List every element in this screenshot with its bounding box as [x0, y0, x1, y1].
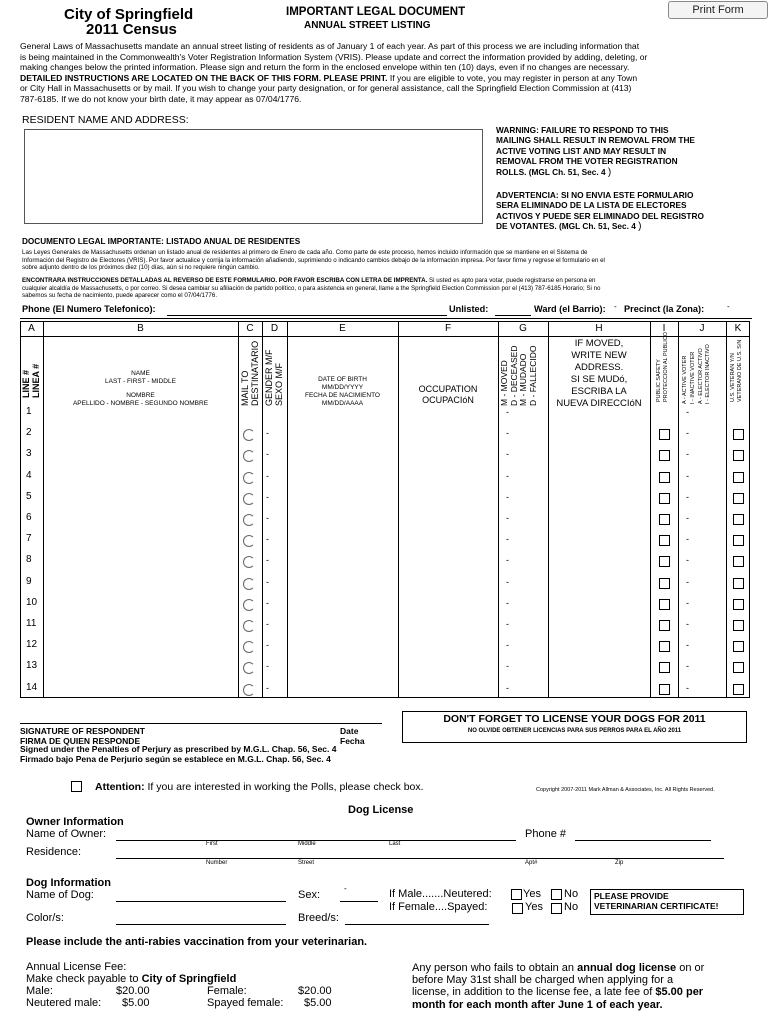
dog-reminder-box [402, 711, 747, 743]
neutered-label: Neutered male: [26, 997, 102, 1009]
neutered-yes-checkbox[interactable] [511, 889, 522, 900]
unlisted-label: Unlisted: [449, 304, 489, 314]
vet-line: VETERINARIAN CERTIFICATE! [594, 901, 719, 911]
col-sep [238, 321, 239, 698]
gender-value: - [266, 534, 269, 544]
header-text: M - MUDADO [518, 353, 529, 406]
veteran-checkbox[interactable] [733, 578, 744, 589]
voter-status-value: - [686, 428, 689, 438]
unlisted-field[interactable] [495, 315, 531, 316]
header-text: NOMBRE [126, 392, 155, 399]
advertencia-paren: ) [638, 221, 642, 233]
mail-to-radio[interactable] [243, 429, 255, 441]
instructions-bold: DETAILED INSTRUCTIONS ARE LOCATED ON THE BACK OF THIS FORM. PLEASE PRINT. [20, 72, 388, 83]
public-safety-checkbox[interactable] [659, 514, 670, 525]
gender-value: - [266, 428, 269, 438]
table-divider [20, 336, 750, 337]
sex-value: - [344, 884, 347, 893]
intro-line: is being maintained in the Commonwealth's Voter Registration Information System (VRIS). Please update and correct the information provided by adding, deleting, or [20, 51, 648, 62]
public-safety-checkbox[interactable] [659, 535, 670, 546]
header-text: I - INACTIVE VOTER [689, 351, 696, 404]
col-letter-a: A [28, 323, 35, 334]
if-male-label: If Male.......Neutered: [389, 888, 492, 900]
intro-line: or City Hall in Massachusetts or by mail. If you wish to change your party designation, or for general assistance, call the Springfield Election Commission at (413) [20, 83, 632, 94]
sex-label: Sex: [298, 889, 321, 901]
status-value: - [506, 449, 509, 459]
header-text: PROTECCION AL PUBLICO [663, 331, 669, 402]
col-letter-i: I [662, 323, 666, 334]
status-value: - [506, 577, 509, 587]
header-text: ESCRIBA LA [571, 386, 627, 397]
moved-deceased-header [500, 346, 538, 406]
veteran-checkbox[interactable] [733, 429, 744, 440]
voter-status-value: - [686, 598, 689, 608]
gender-value: - [266, 449, 269, 459]
mail-to-radio[interactable] [243, 684, 255, 696]
warning-line: WARNING: FAILURE TO RESPOND TO THIS [496, 125, 669, 135]
resident-address-box[interactable] [24, 129, 483, 224]
voter-status-value: - [686, 492, 689, 502]
doc-title: IMPORTANT LEGAL DOCUMENT [286, 6, 466, 18]
header-text: D - DECEASED [508, 345, 519, 406]
gender-value: - [266, 683, 269, 693]
first-caption: First [206, 841, 218, 847]
header-text: PUBLIC SAFETY [656, 359, 662, 402]
firma-label: FIRMA DE QUIEN RESPONDE [20, 736, 141, 746]
veteran-header [730, 340, 744, 402]
header-text: VETERANO DE U.S. S/N [737, 339, 743, 402]
mail-to-radio[interactable] [243, 556, 255, 568]
row-number: 13 [26, 660, 38, 671]
residence-field[interactable] [116, 858, 724, 859]
gender-value: - [266, 577, 269, 587]
spanish-paragraph-1 [22, 249, 605, 272]
male-fee: $20.00 [116, 985, 150, 997]
header-text: LINEA # [31, 363, 41, 398]
fecha-label: Fecha [340, 736, 365, 746]
mail-to-radio[interactable] [243, 641, 255, 653]
payee: City of Springfield [141, 973, 237, 986]
owner-name-field[interactable] [116, 840, 516, 841]
poll-worker-checkbox[interactable] [71, 781, 82, 792]
header-text: A - ACTIVE VOTER [682, 355, 688, 404]
advertencia-line: DE VOTANTES. (MGL Ch. 51, Sec. 4 [496, 221, 636, 232]
header-text: NUEVA DIRECCIóN [556, 398, 642, 409]
perjury-text [20, 744, 336, 764]
row-number: 14 [26, 682, 38, 693]
header-text: MM/DD/YYYY [321, 384, 364, 391]
breed-field[interactable] [345, 924, 489, 925]
census-year: 2011 Census [86, 21, 177, 38]
late-text: before May 31st shall be charged when applying for a [412, 974, 674, 987]
mail-to-radio[interactable] [243, 472, 255, 484]
new-address-header [548, 338, 650, 410]
spayed-no-label: No [564, 901, 579, 913]
veteran-checkbox[interactable] [733, 641, 744, 652]
advertencia-line: ADVERTENCIA: SI NO ENVIA ESTE FORMULARIO [496, 190, 694, 200]
residence-label: Residence: [26, 846, 82, 858]
public-safety-checkbox[interactable] [659, 662, 670, 673]
voter-status-value: - [686, 513, 689, 523]
veteran-checkbox[interactable] [733, 493, 744, 504]
public-safety-checkbox[interactable] [659, 450, 670, 461]
veteran-checkbox[interactable] [733, 514, 744, 525]
street-caption: Street [298, 860, 315, 866]
voter-status-value: - [686, 449, 689, 459]
row-number: 9 [26, 576, 32, 587]
gender-value: - [266, 492, 269, 502]
header-text: M - MOVED [499, 360, 509, 406]
attention-row [95, 781, 424, 793]
copyright: Copyright 2007-2011 Mark Allman & Associates, Inc. All Rights Reserved. [536, 787, 715, 793]
col-letter-b: B [137, 323, 144, 334]
gender-value: - [266, 640, 269, 650]
voter-status-value: - [686, 534, 689, 544]
public-safety-checkbox[interactable] [659, 493, 670, 504]
mail-to-radio[interactable] [243, 620, 255, 632]
occupation-header [398, 384, 498, 406]
middle-caption: Middle [298, 841, 316, 847]
spayed-yes-label: Yes [525, 901, 543, 913]
header-text: FECHA DE NACIMIENTO [304, 392, 380, 399]
dog-reminder-subtitle: NO OLVIDE OBTENER LICENCIAS PARA SUS PERROS PARA EL AÑO 2011 [467, 728, 682, 734]
dog-name-field[interactable] [116, 901, 286, 902]
fee-title: Annual License Fee: [26, 961, 127, 973]
status-value: - [506, 513, 509, 523]
sex-field[interactable] [340, 901, 378, 902]
gender-value: - [266, 598, 269, 608]
header-text: LINE # [21, 369, 31, 398]
owner-info-heading: Owner Information [26, 816, 124, 828]
male-label: Male: [26, 985, 53, 997]
vet-line: PLEASE PROVIDE [594, 891, 669, 901]
col-sep [726, 321, 727, 698]
gender-value: - [266, 513, 269, 523]
status-value: - [506, 555, 509, 565]
row-number: 10 [26, 597, 38, 608]
spanish-line: Si usted es apto para votar, puede registrarse en persona en [427, 277, 596, 284]
public-safety-header [656, 332, 670, 402]
date-labels [340, 726, 365, 746]
female-fee: $20.00 [298, 985, 332, 997]
header-text: DESTINATARIO [250, 340, 260, 406]
phone-caption: Phone # [525, 828, 566, 840]
warning-line: REMOVAL FROM THE VOTER REGISTRATION [496, 156, 678, 167]
public-safety-checkbox[interactable] [659, 684, 670, 695]
gender-value: - [266, 471, 269, 481]
voter-status-value: - [686, 661, 689, 671]
col-letter-k: K [734, 323, 742, 334]
spanish-line: sabemos su fecha de nacimiento, puede aparecer como el 07/04/1776. [22, 292, 218, 299]
warning-paren: ) [607, 166, 612, 178]
public-safety-checkbox[interactable] [659, 472, 670, 483]
perjury-es: Firmado bajo Pena de Perjurio según se establece en M.G.L. Chap. 56, Sec. 4 [20, 754, 331, 764]
header-text: MM/DD/AAAA [321, 400, 364, 407]
veteran-checkbox[interactable] [733, 620, 744, 631]
fee-block [26, 961, 236, 985]
veteran-checkbox[interactable] [733, 450, 744, 461]
col-sep [398, 321, 399, 698]
status-value: - [506, 683, 509, 693]
signature-labels [20, 726, 145, 746]
header-text: SI SE MUDó, [570, 374, 628, 385]
color-label: Color/s: [26, 912, 64, 924]
phone-label: Phone (El Numero Telefonico): [22, 304, 156, 314]
perjury-en: Signed under the Penalties of Perjury as prescribed by M.G.L. Chap. 56, Sec. 4 [20, 744, 337, 754]
header-text: I - ELECTOR INACTIVO [705, 344, 712, 404]
intro-line: General Laws of Massachusetts mandate an annual street listing of residents as of January 1 of each year. As part of this process we are including information that [20, 41, 640, 51]
col-letter-f: F [444, 323, 452, 334]
phone-field[interactable] [167, 315, 447, 316]
city-title: City of Springfield [64, 6, 194, 23]
spanish-bold: ENCONTRARA INSTRUCCIONES DETALLADAS AL REVERSO DE ESTE FORMULARIO. POR FAVOR ESCRIBA CON LETRA DE IMPRENTA. [22, 277, 428, 284]
neutered-no-label: No [564, 888, 579, 900]
status-value: - [506, 640, 509, 650]
spanish-line: sobre adjunto dentro de los próximos diez (10) días, aún si no requiere ningún cambio. [22, 264, 260, 271]
advertencia-line: SERA ELIMINADO DE LA LISTA DE ELECTORES [496, 200, 687, 211]
status-value: - [506, 471, 509, 481]
attention-label: Attention: [95, 781, 145, 793]
veteran-checkbox[interactable] [733, 684, 744, 695]
signature-line[interactable] [20, 723, 382, 724]
public-safety-checkbox[interactable] [659, 578, 670, 589]
female-label: Female: [207, 985, 247, 997]
warning-line: ROLLS. (MGL Ch. 51, Sec. 4 [496, 166, 606, 177]
voter-status-value: - [686, 555, 689, 565]
header-text: MAIL TO [240, 370, 250, 406]
line-number-header [21, 364, 41, 398]
veteran-checkbox[interactable] [733, 472, 744, 483]
spanish-line: cualquier alcaldía de Massachusetts, o por correo. Si desea cambiar su afiliación de partido político, o para asistencia en general, llame a the Springfield Election Commission por el (413) 787-6185 Horario; Si no [22, 284, 601, 292]
header-text: GENDER M/F [264, 349, 274, 406]
header-text: DATE OF BIRTH [318, 376, 367, 383]
veteran-checkbox[interactable] [733, 599, 744, 610]
row-number: 11 [26, 618, 37, 629]
gender-header [264, 349, 284, 406]
voter-status-value: - [686, 619, 689, 629]
breed-label: Breed/s: [298, 912, 339, 924]
spanish-paragraph-2 [22, 277, 601, 300]
gender-value: - [266, 555, 269, 565]
signature-label: SIGNATURE OF RESPONDENT [20, 726, 145, 736]
status-value: - [506, 492, 509, 502]
header-text: SEXO M/F [274, 362, 284, 406]
header-text: WRITE NEW [571, 350, 627, 361]
public-safety-checkbox[interactable] [659, 641, 670, 652]
intro-line: 787-6185. If we do not know your birth date, it may appear as 07/04/1776. [20, 93, 302, 104]
header-text: OCUPACIóN [422, 395, 474, 405]
neutered-no-checkbox[interactable] [551, 889, 562, 900]
advertencia-block [496, 190, 704, 233]
late-bold: annual dog license [577, 962, 677, 974]
owner-phone-field[interactable] [575, 840, 711, 841]
col-letter-h: H [595, 323, 603, 334]
row-number: 6 [26, 512, 32, 523]
number-caption: Number [206, 860, 228, 866]
intro-line: If you are eligible to vote, you may register in person at any Town [387, 72, 638, 83]
voter-status-value: - [686, 640, 689, 650]
neutered-fee: $5.00 [122, 997, 150, 1009]
col-sep [678, 321, 679, 698]
voter-status-value: - [686, 471, 689, 481]
header-text: APELLIDO - NOMBRE - SEGUNDO NOMBRE [72, 400, 209, 407]
late-bold: month for each month after June 1 of each year. [412, 998, 663, 1011]
spanish-line: Información del Registro de Electores (VRIS). Por favor actualice y corrija la información añadiendo, suprimiendo o indicando cambios debajo de la información impresa. Por favor firme y regrese el formulario en el [22, 256, 605, 264]
public-safety-checkbox[interactable] [659, 620, 670, 631]
header-text: OCCUPATION [418, 384, 478, 394]
header-text: A - ELECTOR ACTIVO [697, 348, 704, 404]
spayed-yes-checkbox[interactable] [512, 903, 523, 914]
mail-to-header [240, 341, 260, 406]
last-caption: Last [389, 841, 401, 847]
col-letter-e: E [339, 323, 346, 334]
row-number: 3 [26, 448, 32, 459]
precinct-label: Precinct (la Zona): [624, 304, 705, 314]
header-text: NAME [131, 370, 150, 377]
row-number: 12 [26, 639, 38, 650]
header-text: U.S. VETERAN Y/N [730, 353, 736, 402]
mail-to-radio[interactable] [243, 578, 255, 590]
color-field[interactable] [116, 924, 286, 925]
owner-name-label: Name of Owner: [26, 828, 107, 840]
col-letter-g: G [519, 323, 527, 334]
intro-paragraph [20, 41, 760, 105]
vet-certificate-box [590, 889, 744, 915]
voter-status-value: - [686, 577, 689, 587]
row-number: 1 [26, 406, 32, 417]
ward-value: - [614, 302, 617, 311]
status-value: - [506, 407, 509, 417]
spayed-no-checkbox[interactable] [551, 903, 562, 914]
dog-info-heading: Dog Information [26, 877, 111, 889]
divider [20, 318, 752, 319]
ward-label: Ward (el Barrio): [534, 304, 606, 314]
warning-block [496, 125, 695, 178]
col-sep [650, 321, 651, 698]
mail-to-radio[interactable] [243, 514, 255, 526]
late-text: license, in addition to the license fee, a late fee of [412, 986, 656, 999]
intro-line: making changes below the printed information. Please sign and return the form in the enclosed envelope within ten (10) days, even if no changes are necessary. [20, 62, 630, 73]
dog-name-label: Name of Dog: [26, 889, 94, 901]
header-text: D - FALLECIDO [527, 345, 538, 406]
gender-value: - [266, 661, 269, 671]
public-safety-checkbox[interactable] [659, 556, 670, 567]
status-value: - [506, 661, 509, 671]
doc-subtitle: ANNUAL STREET LISTING [304, 20, 431, 31]
print-form-button[interactable]: Print Form [668, 1, 768, 19]
spanish-line: Las Leyes Generales de Massachusetts ordenan un listado anual de residentes al primero de Enero de cada año. Como parte de este proceso, hemos incluido información que se mantiene en el Sistema de [22, 249, 588, 256]
if-female-label: If Female....Spayed: [389, 901, 488, 913]
attention-text: If you are interested in working the Polls, please check box. [147, 781, 424, 793]
resident-label: RESIDENT NAME AND ADDRESS: [22, 114, 189, 126]
late-text: on or [676, 962, 705, 974]
zip-caption: Zip [615, 860, 624, 866]
mail-to-radio[interactable] [243, 535, 255, 547]
col-letter-d: D [270, 323, 279, 334]
spayed-label: Spayed female: [207, 997, 284, 1009]
status-value: - [506, 598, 509, 608]
row-number: 7 [26, 533, 32, 544]
mail-to-radio[interactable] [243, 493, 255, 505]
voter-status-value: - [686, 683, 689, 693]
mail-to-radio[interactable] [243, 599, 255, 611]
mail-to-radio[interactable] [243, 450, 255, 462]
public-safety-checkbox[interactable] [659, 429, 670, 440]
mail-to-radio[interactable] [243, 662, 255, 674]
spayed-fee: $5.00 [304, 997, 332, 1009]
veteran-checkbox[interactable] [733, 535, 744, 546]
row-number: 4 [26, 470, 32, 481]
apt-caption: Apt# [525, 860, 538, 866]
voter-status-value: - [686, 407, 689, 417]
public-safety-checkbox[interactable] [659, 599, 670, 610]
neutered-yes-label: Yes [523, 888, 541, 900]
dog-reminder-title: DON'T FORGET TO LICENSE YOUR DOGS FOR 2011 [443, 713, 706, 725]
row-number: 5 [26, 491, 32, 502]
col-sep [262, 321, 263, 698]
dob-header [287, 376, 398, 408]
payable-text: Make check payable to [26, 973, 139, 986]
warning-line: ACTIVE VOTING LIST AND MAY RESULT IN [496, 145, 667, 156]
warning-line: MAILING SHALL RESULT IN REMOVAL FROM THE [496, 135, 695, 146]
header-text: ADDRESS. [574, 362, 624, 373]
gender-value: - [266, 619, 269, 629]
status-value: - [506, 534, 509, 544]
col-letter-c: C [246, 323, 254, 334]
status-value: - [506, 428, 509, 438]
header-text: LAST - FIRST - MIDDLE [105, 378, 176, 385]
row-number: 8 [26, 554, 32, 565]
name-header [43, 370, 238, 408]
late-bold: $5.00 per [655, 986, 704, 999]
status-value: - [506, 619, 509, 629]
voter-status-header [682, 344, 713, 404]
date-label: Date [340, 726, 359, 736]
header-text: IF MOVED, [574, 338, 624, 349]
col-letter-j: J [699, 323, 705, 334]
dog-license-title: Dog License [348, 804, 414, 816]
late-text: Any person who fails to obtain an [412, 962, 578, 974]
advertencia-line: ACTIVOS Y PUEDE SER ELIMINADO DEL REGISTRO [496, 210, 704, 221]
precinct-value: - [727, 302, 730, 311]
spanish-title: DOCUMENTO LEGAL IMPORTANTE: LISTADO ANUAL DE RESIDENTES [22, 237, 301, 246]
veteran-checkbox[interactable] [733, 556, 744, 567]
late-fee-block [412, 962, 704, 1011]
row-number: 2 [26, 427, 32, 438]
rabies-note: Please include the anti-rabies vaccination from your veterinarian. [26, 936, 368, 948]
veteran-checkbox[interactable] [733, 662, 744, 673]
